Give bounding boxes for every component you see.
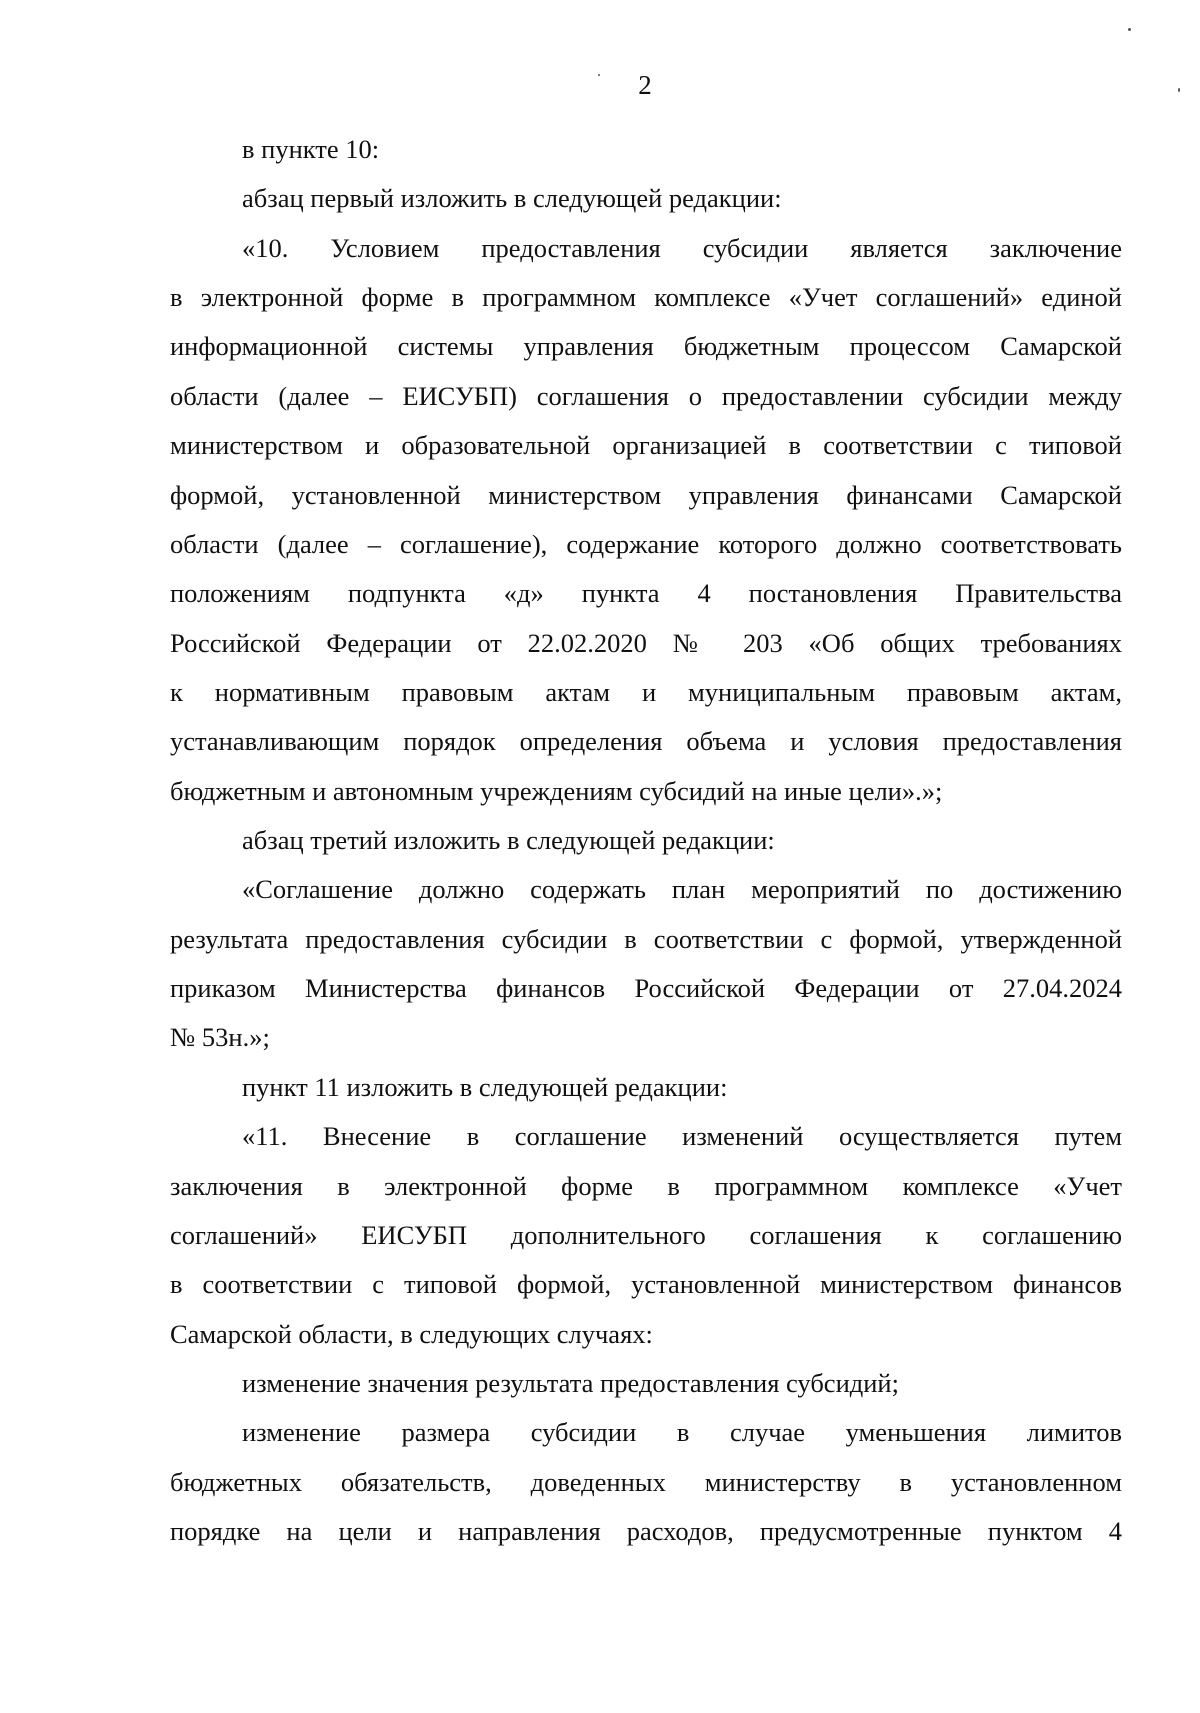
- text-line: изменение значения результата предоставления субсидий;: [242, 1367, 899, 1398]
- text-line: Самарской области, в следующих случаях:: [170, 1318, 653, 1349]
- text-line: результата предоставления субсидии в соответствии с формой, утвержденной: [170, 923, 1122, 954]
- paragraph: [170, 224, 1122, 816]
- text-line: бюджетным и автономным учреждениям субсидий на иные цели».»;: [170, 775, 943, 806]
- text-line: абзац первый изложить в следующей редакции:: [242, 183, 782, 214]
- text-line: порядке на цели и направления расходов, предусмотренные пунктом 4: [170, 1516, 1122, 1547]
- text-line: приказом Министерства финансов Российской Федерации от 27.04.2024: [170, 973, 1122, 1004]
- text-line: соглашений» ЕИСУБП дополнительного соглашения к соглашению: [170, 1219, 1122, 1250]
- paragraph: [170, 125, 1122, 174]
- scan-speck: [598, 74, 600, 76]
- paragraph: [170, 1063, 1122, 1112]
- text-line: заключения в электронной форме в программном комплексе «Учет: [170, 1170, 1122, 1201]
- page-number: 2: [638, 70, 652, 100]
- text-line: в пункте 10:: [242, 134, 380, 164]
- document-body: [170, 125, 1122, 1556]
- text-line: формой, установленной министерством управления финансами Самарской: [170, 479, 1122, 510]
- text-line: изменение размера субсидии в случае уменьшения лимитов: [242, 1417, 1122, 1448]
- text-line: положениям подпункта «д» пункта 4 постановления Правительства: [170, 578, 1122, 609]
- text-line: № 53н.»;: [170, 1022, 270, 1053]
- text-line: области (далее – ЕИСУБП) соглашения о предоставлении субсидии между: [170, 380, 1122, 411]
- text-line: министерством и образовательной организацией в соответствии с типовой: [170, 430, 1122, 461]
- paragraph: [170, 816, 1122, 865]
- text-line: «11. Внесение в соглашение изменений осуществляется путем: [242, 1121, 1122, 1152]
- paragraph: [170, 1408, 1122, 1556]
- text-line: в соответствии с типовой формой, установленной министерством финансов: [170, 1269, 1122, 1300]
- text-line: бюджетных обязательств, доведенных министерству в установленном: [170, 1466, 1122, 1497]
- text-line: области (далее – соглашение), содержание которого должно соответствовать: [170, 528, 1122, 559]
- paragraph: [170, 174, 1122, 223]
- text-line: абзац третий изложить в следующей редакции:: [242, 825, 775, 856]
- text-line: информационной системы управления бюджетным процессом Самарской: [170, 331, 1122, 362]
- paragraph: [170, 865, 1122, 1062]
- scan-speck: [1128, 28, 1131, 31]
- text-line: Российской Федерации от 22.02.2020 № 203 «Об общих требованиях: [170, 627, 1122, 658]
- text-line: в электронной форме в программном комплексе «Учет соглашений» единой: [170, 282, 1122, 313]
- text-line: «10. Условием предоставления субсидии является заключение: [242, 232, 1122, 263]
- text-line: устанавливающим порядок определения объема и условия предоставления: [170, 726, 1122, 757]
- text-line: пункт 11 изложить в следующей редакции:: [242, 1071, 728, 1102]
- text-line: к нормативным правовым актам и муниципальным правовым актам,: [170, 676, 1122, 707]
- scan-speck: [1178, 88, 1180, 92]
- paragraph: [170, 1112, 1122, 1359]
- text-line: «Соглашение должно содержать план мероприятий по достижению: [242, 874, 1122, 905]
- paragraph: [170, 1359, 1122, 1408]
